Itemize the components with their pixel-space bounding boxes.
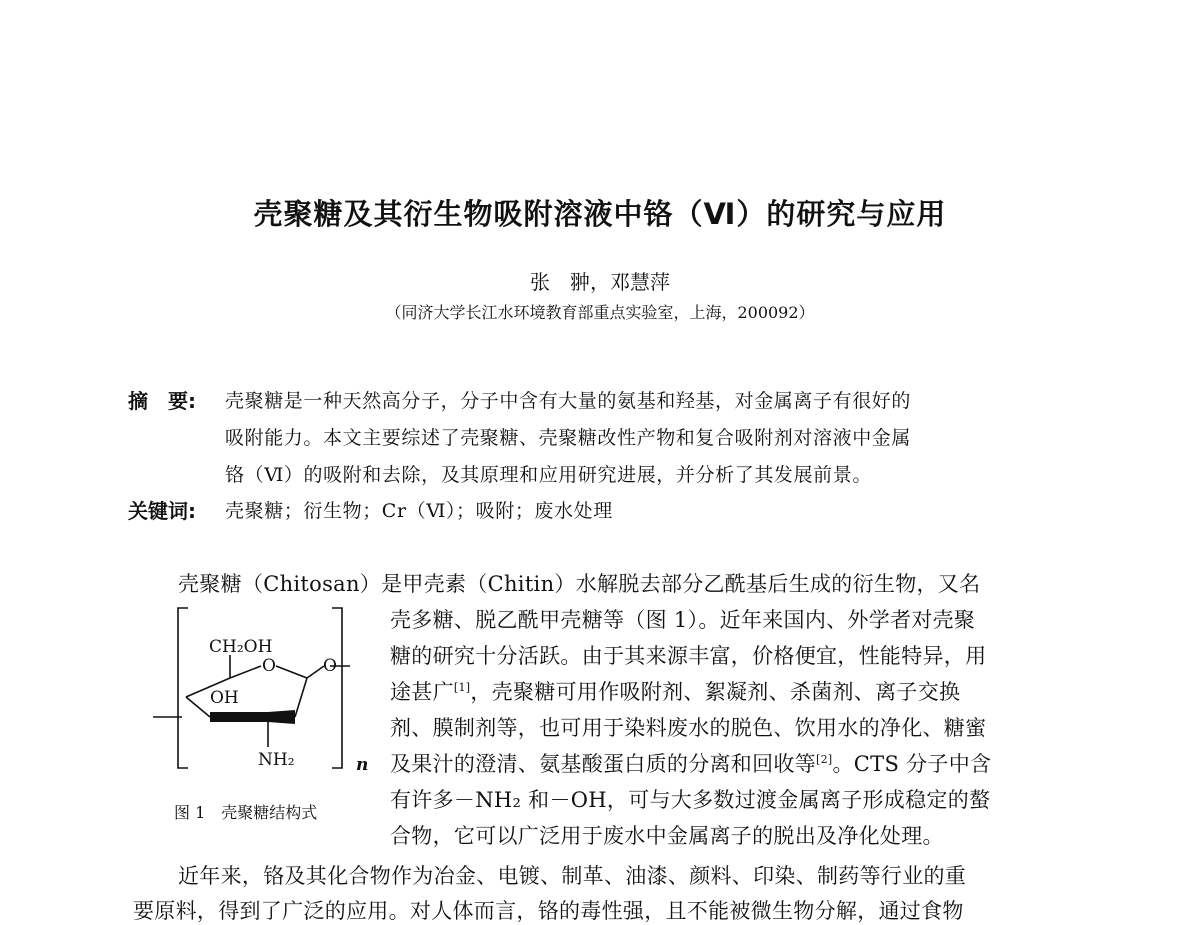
ring-bold-edge [268, 710, 295, 724]
right-bracket [332, 608, 342, 768]
paper-title: 壳聚糖及其衍生物吸附溶液中铬（Ⅵ）的研究与应用 [253, 197, 947, 231]
abstract-line: 吸附能力。本文主要综述了壳聚糖、壳聚糖改性产物和复合吸附剂对溶液中金属 [225, 427, 912, 449]
left-bracket [178, 608, 188, 768]
body-line: 合物，它可以广泛用于废水中金属离子的脱出及净化处理。 [390, 824, 944, 848]
chitosan-structure-figure [150, 600, 380, 780]
body-text: 。CTS 分子中含 [832, 752, 992, 776]
ring-oxygen-label: O [262, 656, 276, 676]
keywords-text: 壳聚糖；衍生物；Cr（Ⅵ）；吸附；废水处理 [225, 500, 613, 522]
body-line [390, 748, 991, 778]
body-text: 及果汁的澄清、氨基酸蛋白质的分离和回收等 [390, 752, 816, 776]
body-line: 有许多－NH₂ 和－OH，可与大多数过渡金属离子形成稳定的螯 [390, 788, 991, 812]
repeat-n-label: n [356, 755, 369, 775]
body-line: 壳多糖、脱乙酰甲壳糖等（图 1）。近年来国内、外学者对壳聚 [390, 608, 976, 632]
body-line: 剂、膜制剂等，也可用于染料废水的脱色、饮用水的净化、糖蜜 [390, 716, 987, 740]
body-line [390, 676, 960, 706]
body-line: 壳聚糖（Chitosan）是甲壳素（Chitin）水解脱去部分乙酰基后生成的衍生物，又名 [178, 572, 981, 596]
body-line: 近年来，铬及其化合物作为冶金、电镀、制革、油漆、颜料、印染、制药等行业的重 [178, 864, 967, 888]
ring-bond [186, 697, 210, 717]
abstract-label: 摘 要: [128, 389, 196, 413]
bridge-oxygen-label: O [323, 656, 337, 676]
body-text: 途甚广 [390, 680, 454, 704]
ring-bond [295, 678, 307, 717]
ring-bond [230, 666, 261, 678]
figure-caption: 图 1 壳聚糖结构式 [174, 803, 318, 822]
authors: 张 翀，邓慧萍 [530, 270, 670, 294]
citation-ref: [1] [453, 681, 471, 694]
body-line: 要原料，得到了广泛的应用。对人体而言，铬的毒性强，且不能被微生物分解，通过食物 [133, 899, 964, 923]
oh-label: OH [210, 688, 239, 708]
abstract-line: 壳聚糖是一种天然高分子，分子中含有大量的氨基和羟基，对金属离子有很好的 [225, 390, 912, 412]
ring-bond [276, 666, 307, 678]
nh2-label: NH₂ [258, 750, 295, 770]
body-text: ，壳聚糖可用作吸附剂、絮凝剂、杀菌剂、离子交换 [470, 680, 961, 704]
keywords-label: 关键词: [128, 499, 196, 523]
abstract-line: 铬（Ⅵ）的吸附和去除，及其原理和应用研究进展，并分析了其发展前景。 [225, 464, 872, 486]
ch2oh-label: CH₂OH [209, 637, 273, 657]
glycosidic-bond [307, 666, 324, 678]
body-line: 糖的研究十分活跃。由于其来源丰富，价格便宜，性能特异，用 [390, 644, 987, 668]
affiliation: （同济大学长江水环境教育部重点实验室，上海，200092） [385, 303, 815, 322]
ring-bold-edge [210, 712, 268, 722]
citation-ref: [2] [816, 753, 833, 766]
